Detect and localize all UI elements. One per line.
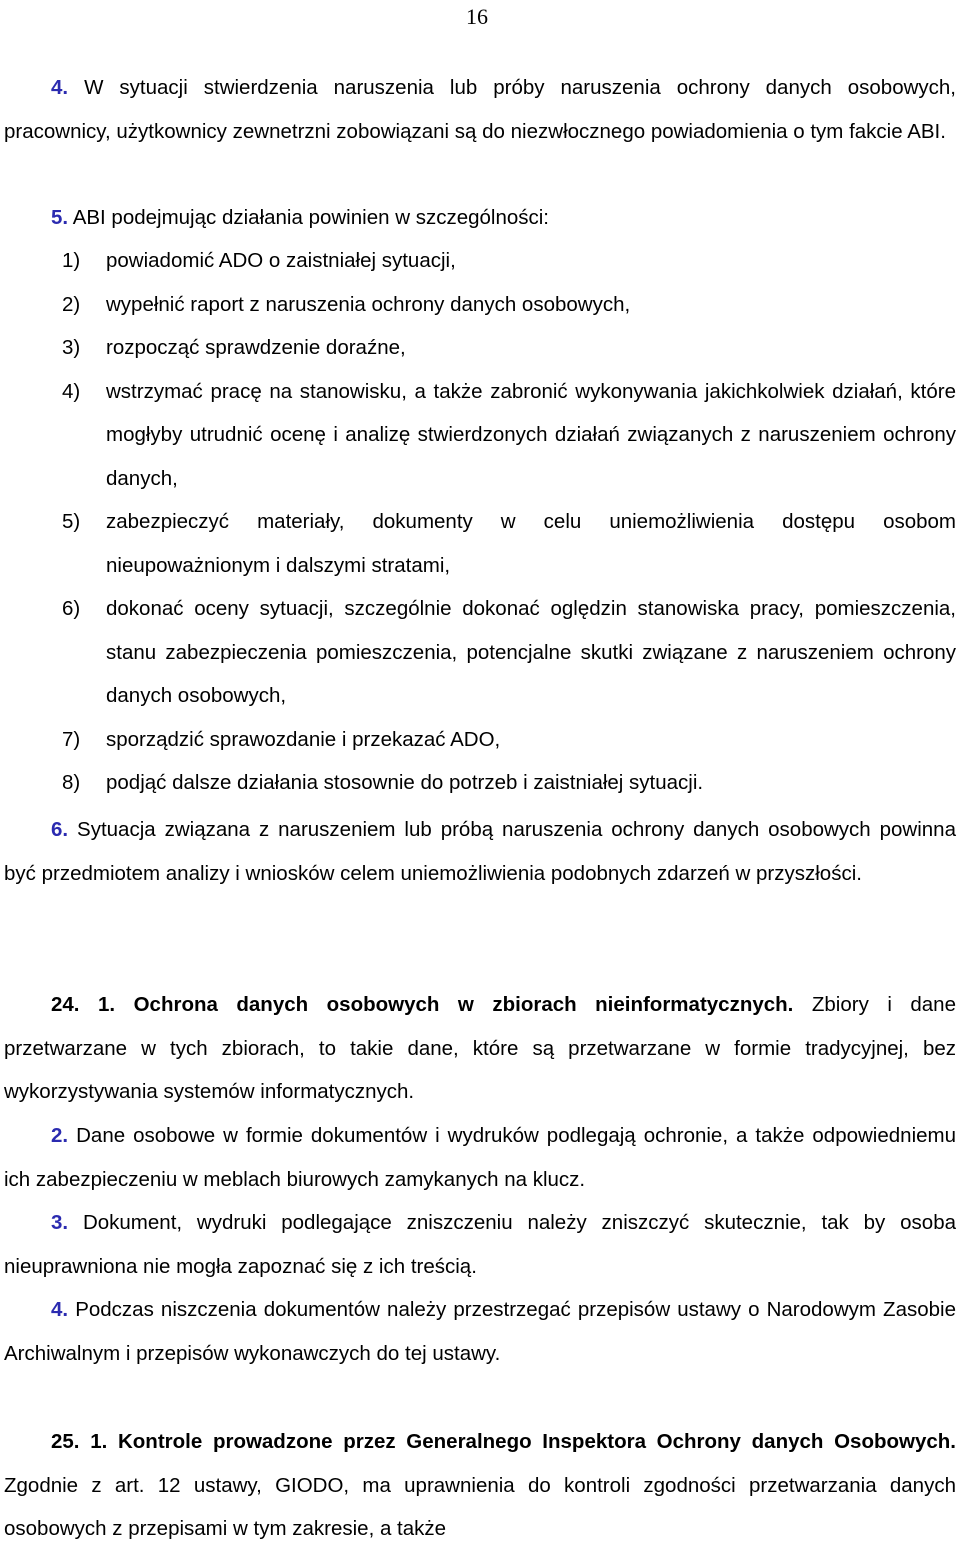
- paragraph-section-4: [4, 66, 956, 153]
- paragraph-section-5: [4, 196, 956, 240]
- list-item: [62, 587, 956, 718]
- section-heading: 24. 1. Ochrona danych osobowych w zbiorach nieinformatycznych.: [51, 993, 794, 1016]
- paragraph-section-24-4: [4, 1288, 956, 1375]
- list-item-text: wypełnić raport z naruszenia ochrony danych osobowych,: [106, 292, 631, 316]
- section-number: 5.: [51, 206, 69, 229]
- list-item: [62, 500, 956, 587]
- paragraph-section-24: [4, 983, 956, 1114]
- list-marker: 2): [62, 292, 81, 316]
- list-item-text: wstrzymać pracę na stanowisku, a także zabronić wykonywania jakichkolwiek działań, które mogłyby utrudnić ocenę i analizę stwierdzonych działań związanych z naruszeniem ochrony danych,: [106, 379, 956, 490]
- paragraph-section-24-2: [4, 1114, 956, 1201]
- paragraph-section-25: [4, 1420, 956, 1551]
- paragraph-text: Zgodnie z art. 12 ustawy, GIODO, ma uprawnienia do kontroli zgodności przetwarzania danych osobowych z przepisami w tym zakresie, a także: [4, 1473, 956, 1540]
- section-number: 2.: [51, 1124, 69, 1147]
- paragraph-text: W sytuacji stwierdzenia naruszenia lub próby naruszenia ochrony danych osobowych, pracownicy, użytkownicy zewnetrzni zobowiązani są do niezwłocznego powiadomienia o tym fakcie ABI.: [4, 76, 956, 143]
- paragraph-text: Podczas niszczenia dokumentów należy przestrzegać przepisów ustawy o Narodowym Zasobie Archiwalnym i przepisów wykonawczych do tej ustawy.: [4, 1298, 956, 1365]
- paragraph-section-24-3: [4, 1201, 956, 1288]
- paragraph-text: Dokument, wydruki podlegające zniszczeniu należy zniszczyć skutecznie, tak by osoba nieuprawniona nie mogła zapoznać się z ich treścią.: [4, 1211, 956, 1278]
- list-item-text: sporządzić sprawozdanie i przekazać ADO,: [106, 727, 501, 751]
- section-heading: 25. 1. Kontrole prowadzone przez Generalnego Inspektora Ochrony danych Osobowych.: [51, 1430, 956, 1453]
- page-number: 16: [466, 4, 488, 29]
- list-item: [62, 283, 956, 327]
- list-item-text: rozpocząć sprawdzenie doraźne,: [106, 336, 406, 359]
- section-number: 4.: [51, 76, 69, 99]
- list-item-text: dokonać oceny sytuacji, szczególnie dokonać oględzin stanowiska pracy, pomieszczenia, stanu zabezpieczenia pomieszczenia, potencjalne skutki związane z naruszeniem ochrony danych osobowych,: [106, 597, 956, 707]
- list-item: [62, 370, 956, 501]
- section-number: 4.: [51, 1298, 69, 1321]
- list-marker: 1): [62, 249, 81, 272]
- action-list: [62, 239, 956, 805]
- paragraph-text: ABI podejmując działania powinien w szczególności:: [72, 206, 550, 229]
- list-item: [62, 326, 956, 370]
- section-number: 6.: [51, 818, 69, 841]
- list-item: [62, 718, 956, 762]
- list-marker: 7): [62, 727, 81, 751]
- paragraph-text: Zbiory i dane przetwarzane w tych zbiorach, to takie dane, które są przetwarzane w formie tradycyjnej, bez wykorzystywania systemów informatycznych.: [4, 993, 956, 1103]
- list-item: [62, 761, 956, 805]
- list-marker: 5): [62, 510, 81, 533]
- list-marker: 4): [62, 379, 81, 403]
- paragraph-text: Dane osobowe w formie dokumentów i wydruków podlegają ochronie, a także odpowiedniemu ich zabezpieczeniu w meblach biurowych zamykanych na klucz.: [4, 1124, 957, 1191]
- section-number: 3.: [51, 1211, 69, 1234]
- paragraph-text: Sytuacja związana z naruszeniem lub próbą naruszenia ochrony danych osobowych powinna być przedmiotem analizy i wniosków celem uniemożliwienia podobnych zdarzeń w przyszłości.: [4, 818, 956, 885]
- paragraph-section-6: [4, 808, 956, 895]
- list-item-text: zabezpieczyć materiały, dokumenty w celu uniemożliwienia dostępu osobom nieupoważnionym i dalszymi stratami,: [106, 510, 956, 577]
- list-marker: 8): [62, 771, 81, 794]
- list-item: [62, 239, 956, 283]
- list-item-text: powiadomić ADO o zaistniałej sytuacji,: [106, 249, 456, 272]
- list-marker: 3): [62, 336, 81, 359]
- list-item-text: podjąć dalsze działania stosownie do potrzeb i zaistniałej sytuacji.: [106, 771, 704, 794]
- list-marker: 6): [62, 597, 81, 620]
